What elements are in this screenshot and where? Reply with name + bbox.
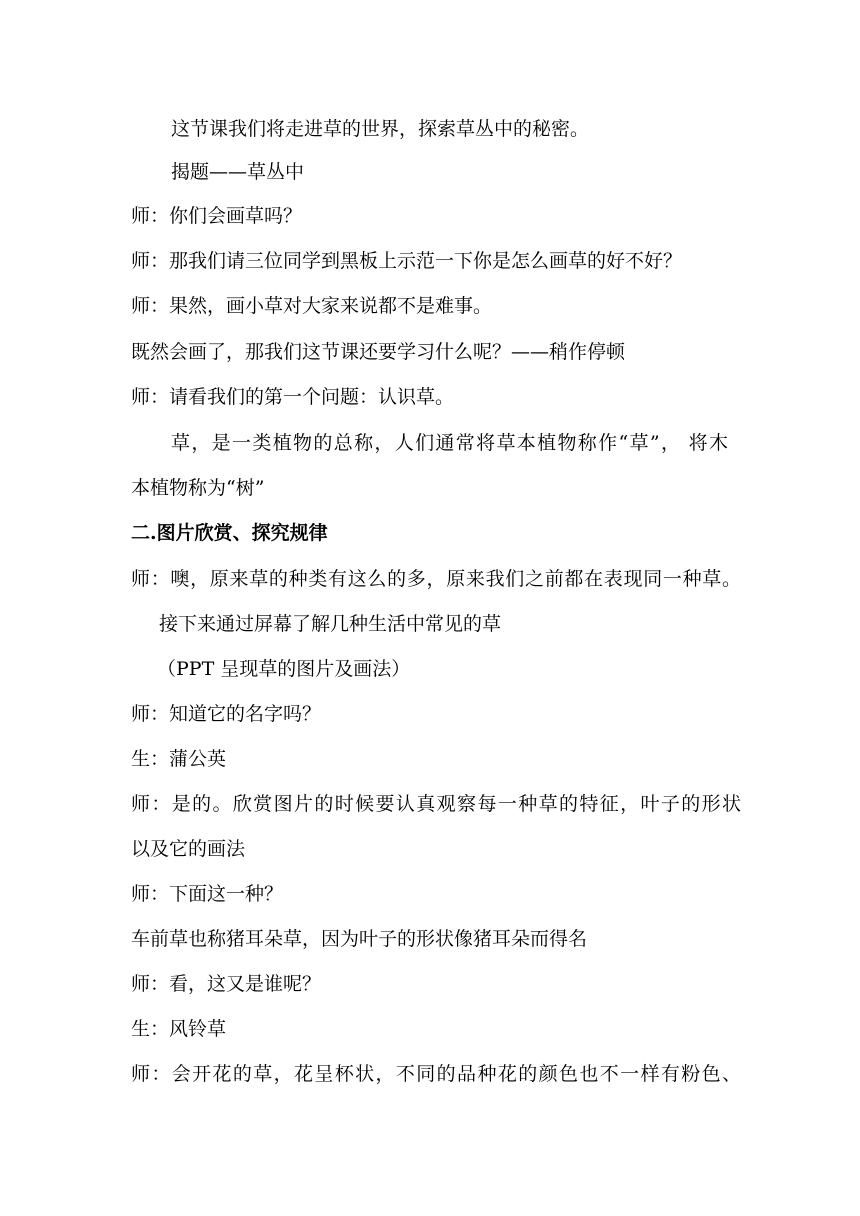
definition-paragraph-line-1: 草，是一类植物的总称，人们通常将草本植物称作“草”， 将木 — [171, 432, 728, 454]
paragraph-topic: 揭题——草丛中 — [171, 161, 305, 183]
dialogue-line: 师：看，这又是谁呢？ — [131, 973, 322, 995]
paragraph-line: 车前草也称猪耳朵草，因为叶子的形状像猪耳朵而得名 — [131, 928, 588, 950]
paragraph-intro: 这节课我们将走进草的世界，探索草丛中的秘密。 — [171, 118, 590, 140]
dialogue-line: 既然会画了，那我们这节课还要学习什么呢？——稍作停顿 — [131, 341, 626, 363]
dialogue-line: 师：那我们请三位同学到黑板上示范一下你是怎么画草的好不好？ — [131, 250, 683, 272]
dialogue-line-continued: 以及它的画法 — [131, 838, 246, 860]
dialogue-line: 生：风铃草 — [131, 1018, 227, 1040]
dialogue-line: 师：下面这一种？ — [131, 883, 284, 905]
dialogue-line: 师：是的。欣赏图片的时候要认真观察每一种草的特征，叶子的形状 — [131, 793, 741, 815]
definition-paragraph-line-2: 本植物称为“树” — [131, 477, 265, 499]
dialogue-line: 师：噢，原来草的种类有这么的多，原来我们之前都在表现同一种草。 — [131, 568, 741, 590]
section-heading: 二.图片欣赏、探究规律 — [131, 522, 328, 544]
dialogue-line: 生：蒲公英 — [131, 748, 227, 770]
dialogue-line: 师：请看我们的第一个问题：认识草。 — [131, 386, 455, 408]
dialogue-line: 师：果然，画小草对大家来说都不是难事。 — [131, 295, 493, 317]
stage-direction: （PPT 呈现草的图片及画法） — [157, 658, 411, 680]
dialogue-line: 师：会开花的草，花呈杯状，不同的品种花的颜色也不一样有粉色、 — [131, 1063, 741, 1085]
dialogue-line: 师：你们会画草吗？ — [131, 205, 303, 227]
dialogue-line: 师：知道它的名字吗？ — [131, 703, 322, 725]
paragraph-line: 接下来通过屏幕了解几种生活中常见的草 — [159, 613, 502, 635]
